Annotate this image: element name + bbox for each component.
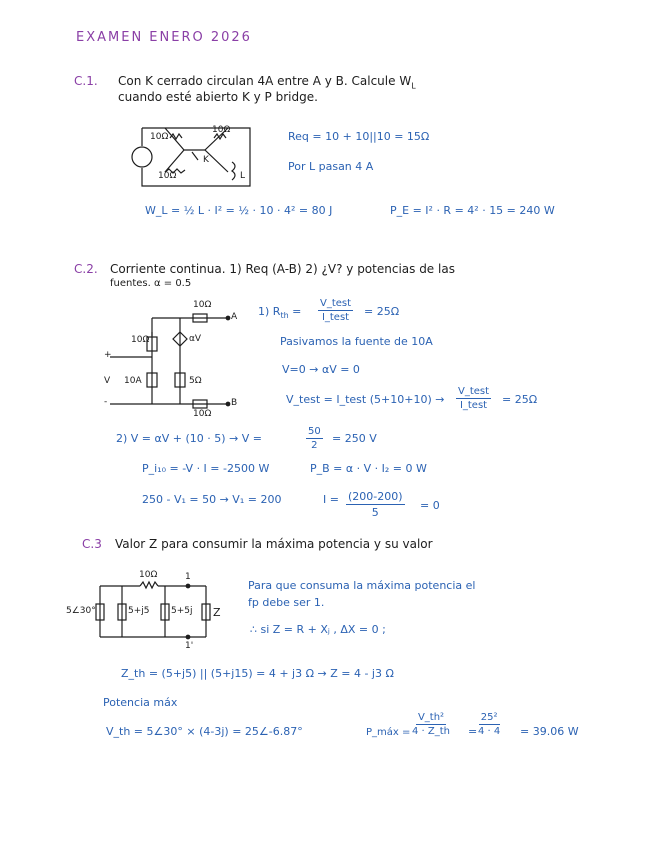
c2-rth-den: I_test	[321, 312, 350, 323]
c1-power: P_E = I² · R = 4² · 15 = 240 W	[390, 204, 555, 217]
c2-statement-line1: Corriente continua. 1) Req (A-B) 2) ¿V? y potencias de las	[110, 262, 455, 276]
c2-r-top-label: 10Ω	[193, 300, 212, 310]
c2-r-bot-label: 10Ω	[193, 409, 212, 419]
c2-rth-num: V_test	[320, 298, 352, 309]
c2-i-value: = 0	[420, 499, 440, 512]
c3-pmax-eq: =	[468, 725, 478, 738]
c2-v-label: V	[104, 376, 111, 386]
c3-z1-label: 5+j5	[128, 606, 150, 616]
c2-power-source: P_i₁₀ = -V · I = -2500 W	[142, 462, 270, 475]
c3-label: C.3	[82, 537, 102, 551]
c2-rth-prefix-text: 1) R	[258, 305, 281, 318]
c2-rth-value: = 25Ω	[364, 305, 400, 318]
c3-pmax-fraction2	[478, 712, 500, 737]
c2-i-num: (200-200)	[348, 490, 403, 503]
c3-condition-line2: fp debe ser 1.	[248, 596, 325, 609]
c1-statement-text: Con K cerrado circulan 4A entre A y B. Calcule W	[118, 74, 412, 88]
c2-part2-value: = 250 V	[332, 432, 377, 445]
c2-v-zero: V=0 → αV = 0	[282, 363, 360, 376]
c3-statement: Valor Z para consumir la máxima potencia y su valor	[115, 537, 433, 551]
c2-pasivamos: Pasivamos la fuente de 10A	[280, 335, 433, 348]
c2-rth-eq: =	[292, 305, 302, 318]
c3-z-label: Z	[213, 606, 221, 619]
c2-part2-num: 50	[308, 426, 321, 437]
c1-current: Por L pasan 4 A	[288, 160, 374, 173]
c2-minus-label: -	[104, 397, 108, 407]
c2-vtest-num: V_test	[458, 386, 490, 397]
c2-vtest-value: = 25Ω	[502, 393, 538, 406]
page-title: EXAMEN ENERO 2026	[76, 30, 252, 45]
c3-condition-line1: Para que consuma la máxima potencia el	[248, 579, 476, 592]
c3-pmax-num2: 25²	[480, 712, 498, 723]
c1-r3-label: 10Ω	[158, 171, 177, 181]
c2-r-left-label: 10Ω	[131, 335, 150, 345]
c3-r-symbol	[140, 582, 158, 588]
c1-statement-line2: cuando esté abierto K y P bridge.	[118, 90, 318, 104]
c1-req: Req = 10 + 10||10 = 15Ω	[288, 130, 430, 143]
c2-part2-den: 2	[311, 440, 318, 451]
c2-v1-eq: 250 - V₁ = 50 → V₁ = 200	[142, 493, 282, 506]
c3-zth: Z_th = (5+j5) || (5+j15) = 4 + j3 Ω → Z = 4 - j3 Ω	[121, 667, 394, 680]
c3-pmax-den2: 4 · 4	[478, 726, 501, 737]
c2-statement-line2: fuentes. α = 0.5	[110, 278, 192, 289]
c1-k-label: K	[203, 155, 209, 165]
c1-label: C.1.	[74, 74, 98, 88]
c2-src-label: 10A	[124, 376, 142, 386]
c3-condition-line3: ∴ si Z = R + Xⱼ , ΔX = 0 ;	[250, 623, 386, 636]
c3-src-label: 5∠30°	[66, 606, 96, 616]
c3-r-label: 10Ω	[139, 570, 158, 580]
c3-z2-label: 5+5j	[171, 606, 193, 616]
c1-r1-label: 10Ω	[150, 132, 169, 142]
c2-vtest-den: I_test	[459, 400, 488, 411]
c2-dep-label: αV	[189, 334, 202, 344]
c2-rth-sub: th	[280, 311, 289, 321]
c2-label: C.2.	[74, 262, 98, 276]
c2-part2-eq: 2) V = αV + (10 · 5) → V =	[116, 432, 263, 445]
c3-pmax-den1: 4 · Z_th	[412, 726, 451, 737]
c2-vtest-eq: V_test = I_test (5+10+10) →	[286, 393, 445, 406]
c2-power-dependent: P_B = α · V · I₂ = 0 W	[310, 462, 427, 475]
c3-node1p-label: 1'	[185, 641, 194, 651]
c1-energy: W_L = ½ L · I² = ½ · 10 · 4² = 80 J	[145, 204, 333, 217]
c3-potencia-heading: Potencia máx	[103, 696, 178, 709]
c3-pmax-fraction1	[412, 712, 450, 737]
c2-i-den: 5	[371, 506, 379, 519]
c3-vth: V_th = 5∠30° × (4-3j) = 25∠-6.87°	[106, 725, 303, 738]
c1-statement-sub: L	[411, 81, 416, 91]
c2-plus-label: +	[104, 350, 112, 360]
c2-b-label: B	[231, 398, 238, 408]
c2-a-label: A	[231, 312, 238, 322]
c3-pmax-value: = 39.06 W	[520, 725, 579, 738]
c3-pmax-num1: V_th²	[417, 712, 445, 723]
c1-r2-label: 10Ω	[212, 125, 231, 135]
c2-i-eq: I =	[323, 493, 339, 506]
c1-l-label: L	[240, 171, 246, 181]
c3-node1-label: 1	[185, 572, 191, 582]
c2-r-mid-label: 5Ω	[189, 376, 202, 386]
c3-pmax-label: P_máx =	[366, 727, 411, 738]
